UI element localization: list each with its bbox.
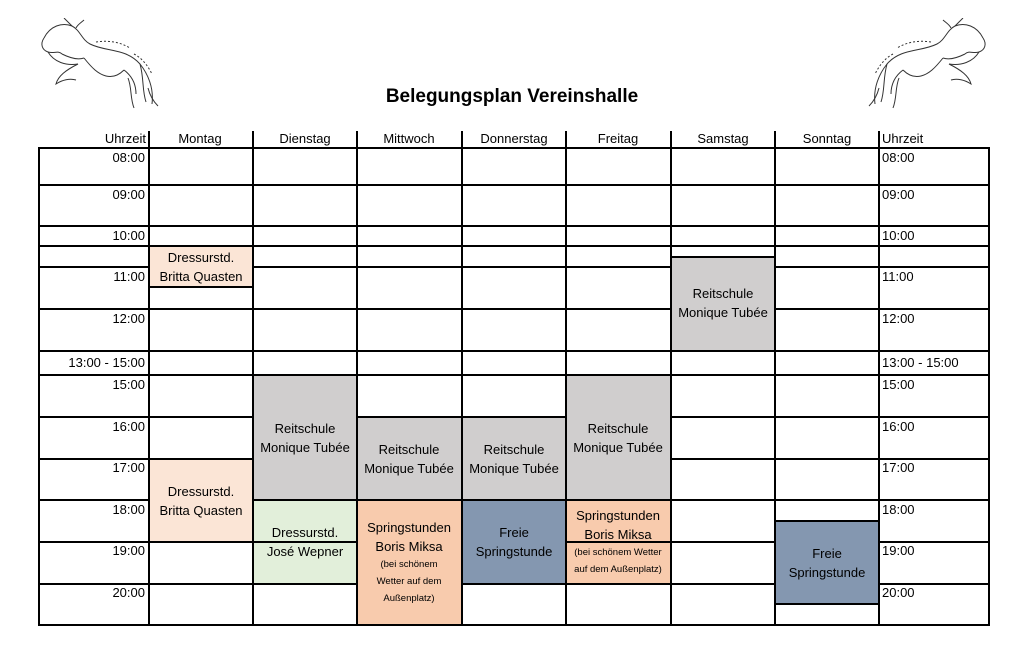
time-label-left: 18:00 (112, 502, 145, 517)
grid-row-line (878, 499, 990, 501)
event-line: Reitschule (587, 420, 649, 436)
time-label-right: 08:00 (882, 150, 915, 165)
grid-divider (356, 147, 358, 626)
time-label-left: 17:00 (112, 460, 145, 475)
time-label-right: 10:00 (882, 228, 915, 243)
header-divider (774, 131, 776, 148)
header-day-donnerstag: Donnerstag (480, 131, 548, 146)
event-line: Springstunden (576, 507, 660, 523)
time-label-right: 20:00 (882, 585, 915, 600)
header-divider (461, 131, 463, 148)
time-label-left: 13:00 - 15:00 (68, 355, 145, 370)
event-montag-dressur-evening (149, 459, 253, 542)
grid-row-line (670, 416, 990, 418)
time-label-left: 12:00 (112, 311, 145, 326)
grid-row-line (670, 256, 776, 258)
time-label-left: 11:00 (113, 269, 145, 284)
event-line: Boris Miksa (584, 526, 652, 542)
event-donnerstag-reitschule (462, 417, 566, 500)
time-label-left: 09:00 (112, 187, 145, 202)
event-mittwoch-springstunden (357, 500, 461, 625)
time-label-right: 17:00 (882, 460, 915, 475)
horse-jumping-sketch-icon (36, 18, 161, 110)
grid-row-line (38, 225, 990, 227)
grid-divider (252, 147, 254, 626)
header-day-dienstag: Dienstag (279, 131, 331, 146)
grid-row-line (38, 147, 990, 149)
grid-row-line (38, 374, 990, 376)
header-divider (565, 131, 567, 148)
event-line: Freie (499, 524, 529, 540)
header-divider (252, 131, 254, 148)
header-divider (356, 131, 358, 148)
event-line: Britta Quasten (159, 502, 243, 518)
event-line: José Wepner (266, 543, 344, 559)
grid-row-line (775, 266, 990, 268)
time-label-right: 16:00 (882, 419, 915, 434)
event-note: Außenplatz) (383, 593, 435, 604)
time-label-left: 15:00 (112, 377, 145, 392)
header-divider (148, 131, 150, 148)
time-label-left: 10:00 (112, 228, 145, 243)
event-note: auf dem Außenplatz) (574, 563, 662, 575)
header-uhrzeit-right: Uhrzeit (882, 131, 924, 146)
event-mittwoch-reitschule (357, 417, 461, 500)
grid-row-line (38, 266, 148, 268)
event-note: (bei schönem Wetter (574, 546, 662, 558)
header-uhrzeit-left: Uhrzeit (104, 131, 146, 146)
event-freitag-reitschule (566, 375, 670, 500)
time-label-left: 08:00 (112, 150, 145, 165)
grid-row-line (461, 583, 775, 585)
grid-divider (878, 147, 880, 626)
time-label-left: 19:00 (112, 543, 145, 558)
time-label-right: 13:00 - 15:00 (882, 355, 959, 370)
event-line: Monique Tubée (469, 460, 559, 476)
event-donnerstag-freie-springstunde (462, 500, 566, 583)
header-day-freitag: Freitag (597, 131, 639, 146)
time-label-right: 15:00 (882, 377, 915, 392)
event-montag-dressur-morning (149, 246, 253, 287)
time-label-right: 12:00 (882, 311, 915, 326)
grid-border-right (988, 147, 990, 626)
grid-row-line (775, 308, 990, 310)
grid-border-left (38, 147, 40, 626)
grid-row-line (253, 541, 357, 543)
event-line: Reitschule (483, 441, 545, 457)
event-line: Britta Quasten (159, 268, 243, 284)
event-line: Dressurstd. (271, 524, 339, 540)
grid-row-line (774, 520, 880, 522)
event-sonntag-freie-springstunde (775, 521, 879, 604)
event-line: Reitschule (274, 420, 336, 436)
event-note: (bei schönem (380, 559, 438, 570)
event-line: Monique Tubée (364, 460, 454, 476)
event-line: Monique Tubée (678, 305, 768, 320)
grid-row-line (148, 541, 253, 543)
event-line: Dressurstd. (167, 249, 235, 265)
time-label-left: 16:00 (112, 419, 145, 434)
header-day-sonntag: Sonntag (802, 131, 852, 146)
header-day-montag: Montag (178, 131, 222, 146)
time-label-left: 20:00 (112, 585, 145, 600)
event-note: Wetter auf dem (376, 576, 442, 587)
grid-row-line (38, 245, 253, 247)
grid-divider (148, 147, 150, 626)
time-label-right: 18:00 (882, 502, 915, 517)
event-line: Springstunden (367, 520, 451, 535)
page-title: Belegungsplan Vereinshalle (385, 86, 639, 107)
event-line: Reitschule (378, 441, 440, 457)
header-divider (878, 131, 880, 148)
event-line: Springstunde (475, 543, 553, 559)
event-line: Monique Tubée (260, 439, 350, 455)
time-label-right: 11:00 (882, 269, 914, 284)
grid-row-line (38, 499, 148, 501)
grid-row-line (148, 286, 253, 288)
event-line: Reitschule (692, 286, 754, 301)
event-line: Dressurstd. (167, 483, 235, 499)
event-samstag-reitschule (671, 256, 775, 350)
header-day-mittwoch: Mittwoch (383, 131, 435, 146)
grid-divider (670, 147, 672, 626)
header-divider (670, 131, 672, 148)
event-line: Springstunde (788, 564, 866, 580)
header-day-samstag: Samstag (697, 131, 749, 146)
grid-row-line (38, 308, 670, 310)
time-label-right: 19:00 (882, 543, 915, 558)
event-line: Boris Miksa (375, 539, 443, 554)
time-label-right: 09:00 (882, 187, 915, 202)
event-line: Monique Tubée (573, 439, 663, 455)
grid-row-line (38, 184, 990, 186)
grid-row-line (38, 416, 253, 418)
grid-divider (461, 147, 463, 626)
horse-jumping-sketch-icon (866, 18, 991, 110)
grid-divider (774, 147, 776, 626)
grid-row-line (38, 624, 990, 626)
grid-divider (565, 147, 567, 626)
event-line: Freie (812, 545, 842, 561)
event-dienstag-reitschule (253, 375, 357, 500)
grid-row-line (774, 603, 880, 605)
grid-row-line (38, 350, 990, 352)
